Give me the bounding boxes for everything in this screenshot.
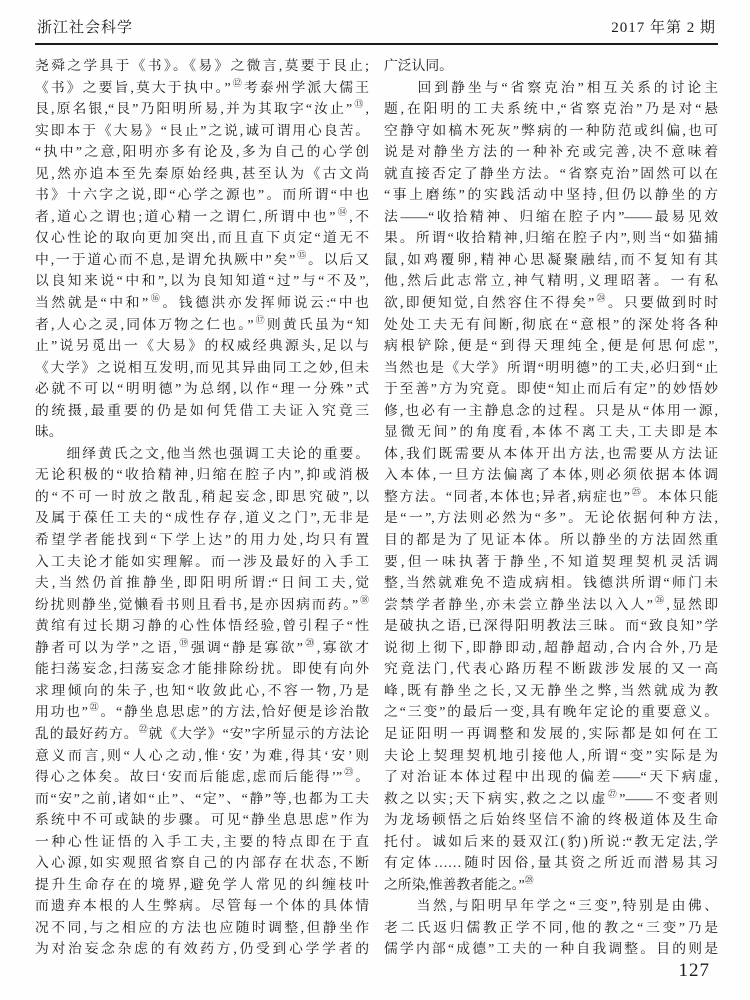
text-column-right	[384, 55, 718, 960]
text-line: 的统摄,最重要的仍是如何凭借工夫证入究竟三	[35, 402, 369, 418]
text-line: 修,也必有一主静息念的过程。只是从“体用一源,	[384, 402, 718, 418]
text-line: 得心之体矣。故曰‘安而后能虑,虑而后能得’”$^㉓$。	[35, 767, 369, 785]
text-line: 儒学内部“成德”工夫的一种自我调整。目的则是	[384, 941, 718, 957]
text-line: 乱的最好药方。$^㉒$就《大学》“安”字所显示的方法论	[35, 723, 369, 741]
text-line: 题,在阳明的工夫系统中,“省察克治”乃是对“悬	[384, 101, 718, 117]
text-line: 入本体,一旦方法偏离了本体,则必须依据本体调	[384, 467, 718, 483]
text-line: 有定体……随时因俗,量其资之所近而潜易其习	[384, 855, 718, 871]
text-line: 而“安”之前,诸如“止”、“定”、“静”等,也都为工夫	[35, 790, 369, 806]
text-line: “事上磨练”的实践活动中坚持,但仍以静坐的方	[384, 187, 718, 203]
text-line: 要,但一味执著于静坐,不知道契理契机灵活调	[384, 553, 718, 569]
running-header	[35, 16, 718, 43]
text-line: 况不同,与之相应的方法也应随时调整,但静坐作	[35, 919, 369, 935]
text-line: 见,然亦追本至先秦原始经典,甚至认为《古文尚	[35, 165, 369, 181]
text-line: 及属于葆任工夫的“成性存存,道义之门”,无非是	[35, 510, 369, 526]
text-line: 是“一”,方法则必然为“多”。无论依据何种方法,	[384, 510, 718, 526]
text-line: 显微无间”的角度看,本体不离工夫,工夫即是本	[384, 424, 718, 440]
text-line: 整,当然就难免不造成病相。钱德洪所谓“师门未	[384, 575, 718, 591]
text-line: 目的都是为了见证本体。所以静坐的方法固然重	[384, 532, 718, 548]
text-line: 是破执之语,已深得阳明教法三昧。而“致良知”学	[384, 618, 718, 634]
text-line: 处处工夫无有间断,彻底在“意根”的深处将各种	[384, 316, 718, 332]
text-line: 峰,既有静坐之长,又无静坐之弊,当然就成为教	[384, 682, 718, 698]
text-line: 夫,当然仍首推静坐,即阳明所谓:“日间工夫,觉	[35, 575, 369, 591]
text-line: 止”说另觅出一《大易》的权威经典源头,足以与	[35, 338, 369, 354]
text-line: 者,人心之灵,同体万物之仁也。”⑰则黄氏虽为“知	[35, 314, 369, 332]
text-line: 尝禁学者静坐,亦未尝立静坐法以入人”$^㉖$,显然即	[384, 594, 718, 612]
text-line: 用功也”$^㉑$。“静坐息思虑”的方法,恰好便是诊治散	[35, 702, 369, 720]
text-line: 鼠,如鸡覆卵,精神心思凝聚融结,而不复知有其	[384, 251, 718, 267]
text-line: 的“不可一时放之散乱,稍起妄念,即思究破”,以	[35, 488, 369, 504]
text-column-left	[35, 55, 369, 960]
article-body	[35, 55, 718, 960]
text-line: 了对治证本体过程中出现的偏差——“天下病虚,	[384, 769, 718, 785]
text-line: 病根铲除,便是“到得天理纯全,便是何思何虑”,	[384, 338, 718, 354]
text-line: 为龙场顿悟之后始终坚信不渝的终极道体及生命	[384, 812, 718, 828]
text-line: 当然就是“中和”⑯。钱德洪亦发挥师说云:“中也	[35, 293, 369, 311]
text-line: 静者可以为学”之语,⑲强调“静是寡欲”⑳,寡欲才	[35, 637, 369, 655]
text-line: 空静守如槁木死灰”弊病的一种防范或纠偏,也可	[384, 122, 718, 138]
text-line: 入工夫论才能如实理解。而一涉及最好的入手工	[35, 553, 369, 569]
journal-title: 浙江社会科学	[37, 20, 134, 36]
text-line: 而遗弃本根的人生弊病。尽管每一个体的具体情	[35, 898, 369, 914]
text-line: 黄绾有过长期习静的心性体悟经验,曾引程子“性	[35, 618, 369, 634]
text-line: 当然也是《大学》所谓“明明德”的工夫,必归到“止	[384, 359, 718, 375]
text-line: 一种心性证悟的入手工夫,主要的特点即在于直	[35, 833, 369, 849]
text-line: 他,然后此志常立,神气精明,义理昭著。一有私	[384, 273, 718, 289]
text-line: 以良知来说“中和”,以为良知知道“过”与“不及”,	[35, 273, 369, 289]
text-line: 书》十六字之说,即“心学之源也”。而所谓“中也	[35, 187, 369, 203]
issue-label: 2017 年第 2 期	[611, 20, 716, 36]
text-line: 就直接否定了静坐方法。“省察克治”固然可以在	[384, 165, 718, 181]
text-line: 必就不可以“明明德”为总纲,以作“理一分殊”式	[35, 381, 369, 397]
text-line: 《大学》之说相互发明,而见其异曲同工之妙,但未	[35, 359, 369, 375]
text-line: 说是对静坐方法的一种补充或完善,决不意味着	[384, 144, 718, 160]
text-line: 入心源,如实观照省察自己的内部存在状态,不断	[35, 855, 369, 871]
text-line: 艮,原名银,“艮”乃阳明所易,并为其取字“汝止”⑬,	[35, 99, 369, 117]
text-line: 救之以实;天下病实,救之之以虚$^㉗$”——不变者则	[384, 788, 718, 806]
text-line: 仅心性论的取向更加突出,而且直下贞定“道无不	[35, 230, 369, 246]
text-line: 实即本于《大易》“艮止”之说,诚可谓用心良苦。	[35, 122, 369, 138]
page-number: 127	[678, 960, 710, 981]
text-line: 托付。诚如后来的聂双江(豹)所说:“教无定法,学	[384, 833, 718, 849]
text-line: 夫论上契理契机地引接他人,所谓“变”实际是为	[384, 747, 718, 763]
text-line: 细绎黄氏之文,他当然也强调工夫论的重要。	[35, 445, 369, 461]
text-line: 希望学者能找到“下学上达”的用力处,均只有置	[35, 532, 369, 548]
text-line: 纷扰则静坐,觉懒看书则且看书,是亦因病而药。”⑱	[35, 594, 369, 612]
text-line: 整方法。“同者,本体也;异者,病症也”$^㉕$。本体只能	[384, 486, 718, 504]
text-line: 果。所谓“收拾精神,归缩在腔子内”,则当“如猫捕	[384, 230, 718, 246]
text-line: 欲,即便知觉,自然容住不得矣”$^㉔$。只要做到时时	[384, 293, 718, 311]
text-line: 于至善”方为究竟。即使“知止而后有定”的妙悟妙	[384, 381, 718, 397]
text-line: 当然,与阳明早年学之“三变”,特别是由佛、	[384, 898, 718, 914]
text-line: 求理倾向的朱子,也知“收敛此心,不容一物,乃是	[35, 682, 369, 698]
header-rule	[35, 43, 718, 45]
text-line: 《书》之要旨,莫大于执中。”⑫考泰州学派大儒王	[35, 77, 369, 95]
text-line: “执中”之意,阳明亦多有论及,多为自己的心学创	[35, 144, 369, 160]
text-line: 说彻上彻下,即静即动,超静超动,合内合外,乃是	[384, 639, 718, 655]
text-line: 体,我们既需要从本体开出方法,也需要从方法证	[384, 445, 718, 461]
text-line: 回到静坐与“省察克治”相互关系的讨论主	[384, 79, 718, 95]
text-line: 者,道心之谓也;道心精一之谓仁,所谓中也”⑭,不	[35, 206, 369, 224]
text-line: 中,一于道心而不息,是谓允执厥中”矣”⑮。以后又	[35, 249, 369, 267]
text-line: 为对治妄念杂虑的有效药方,仍受到心学学者的	[35, 941, 369, 957]
text-line: 尧舜之学具于《书》。《易》之微言,莫要于艮止;	[35, 58, 369, 73]
text-line: 系统中不可或缺的步骤。可见“静坐息思虑”作为	[35, 812, 369, 828]
text-line: 究竟法门,代表心路历程不断跋涉发展的又一高	[384, 661, 718, 677]
text-line: 无论积极的“收拾精神,归缩在腔子内”,抑或消极	[35, 467, 369, 483]
text-line: 能扫荡妄念,扫荡妄念才能排除纷扰。即使有向外	[35, 661, 369, 677]
text-line: 法——“收拾精神、归缩在腔子内”——最易见效	[384, 208, 718, 224]
text-line: 意义而言,则“人心之动,惟‘安’为难,得其‘安’则	[35, 747, 369, 763]
text-line: 足证阳明一再调整和发展的,实际都是如何在工	[384, 725, 718, 741]
text-line: 之所染,惟善教者能之。”$^㉘$	[384, 874, 534, 892]
text-line: 提升生命存在的境界,避免学人常见的纠缠枝叶	[35, 876, 369, 892]
text-line: 老二氏返归儒教正学不同,他的教之“三变”乃是	[384, 919, 718, 935]
text-line: 昧。	[35, 424, 63, 440]
text-line: 广泛认同。	[384, 58, 453, 73]
text-line: 之“三变”的最后一变,具有晚年定论的重要意义。	[384, 704, 718, 720]
